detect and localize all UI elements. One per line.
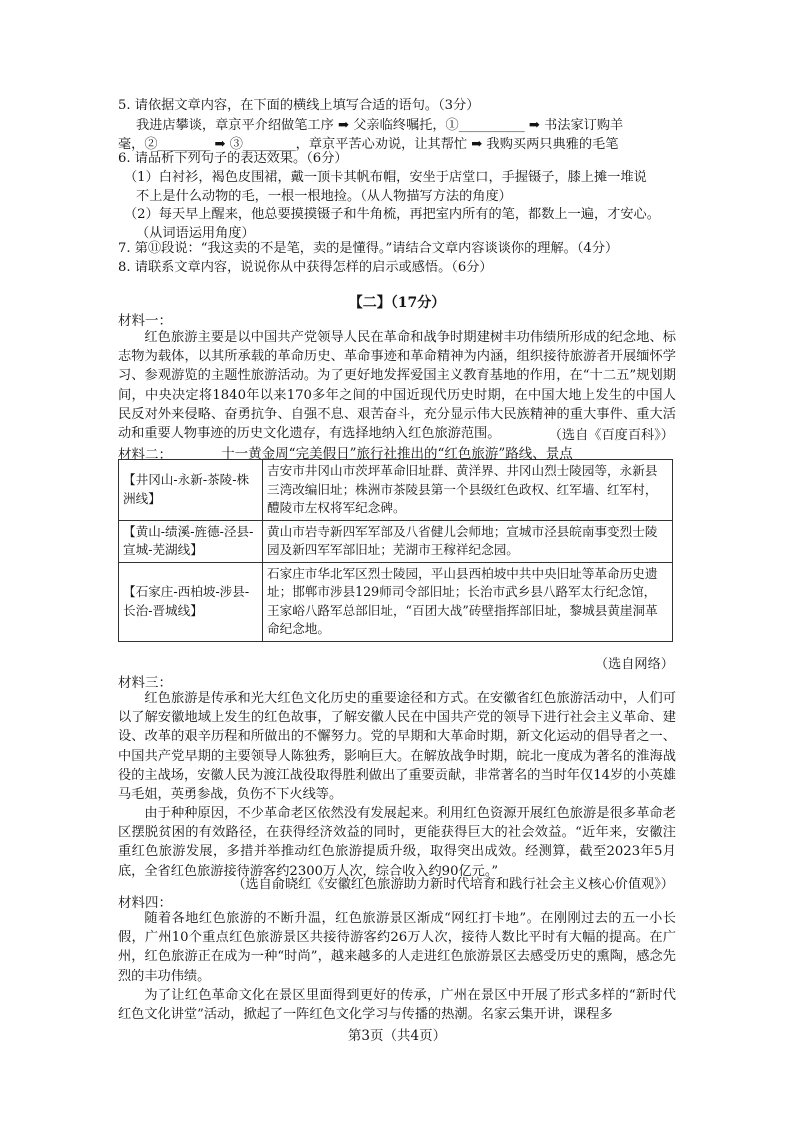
question-5-chain-line2: 毫，②________ ➡ ③________，章京平苦心劝说，让其帮忙 ➡ 我购买两只典雅的毛笔 [118, 137, 619, 152]
routes-table [118, 459, 673, 642]
material4-paragraph2: 为了让红色革命文化在景区里面得到更好的传承，广州在景区中开展了形式多样的“新时代红色文化讲堂”活动，掀起了一阵红色文化学习与传播的热潮。名家云集开讲，课程多 [118, 988, 676, 1023]
material2-source: （选自网络） [594, 657, 674, 672]
table-row [119, 562, 673, 641]
material1-label: 材料一： [118, 313, 172, 329]
question-6-sentence1-line2: 不上是什么动物的毛，一根一根地捡。（从人物描写方法的角度） [136, 189, 512, 204]
question-6-sentence2-line1: （2）每天早上醒来，他总要摸摸镊子和牛角梳，再把室内所有的笔，都数上一遍，才安心。 [124, 207, 660, 222]
question-7: 7. 第⑪段说：“我这卖的不是笔，卖的是懂得。”请结合文章内容谈谈你的理解。（4分） [118, 241, 619, 256]
question-6-sentence1-line1: （1）白衬衫，褐色皮围裙，戴一顶卡其帆布帽，安坐于店堂口，手握镊子，膝上摊一堆说 [124, 170, 647, 185]
material3-paragraph1: 红色旅游是传承和光大红色文化历史的重要途径和方式。在安徽省红色旅游活动中，人们可以了解安徽地域上发生的红色故事，了解安徽人民在中国共产党的领导下进行社会主义革命、建设、改革的艰辛历程和所做出的不懈努力。党的早期和大革命时期，新文化运动的倡导者之一、中国共产党早期的主要领导人陈独秀，影响巨大。在解放战争时期，皖北一度成为著名的淮海战役的主战场，安徽人民为渡江战役取得胜利做出了重要贡献，非常著名的当时年仅14岁的小英雄马毛姐，英勇参战，负伤不下火线等。 [118, 691, 676, 803]
material1-text: 红色旅游主要是以中国共产党领导人民在革命和战争时期建树丰功伟绩所形成的纪念地、标志物为载体，以其所承载的革命历史、革命事迹和革命精神为内涵，组织接待旅游者开展缅怀学习、参观游览的主题性旅游活动。为了更好地发挥爱国主义教育基地的作用，在“十二五”规划期间，中央决定将1840年以来170多年之间的中国近现代历史时期，在中国大地上发生的中国人民反对外来侵略、奋勇抗争、自强不息、艰苦奋斗，充分显示伟大民族精神的重大事件、重大活动和重要人物事迹的历史文化遗存，有选择地纳入红色旅游范围。 [118, 330, 676, 442]
table-row [119, 460, 673, 521]
question-5: 5. 请依据文章内容，在下面的横线上填写合适的语句。（3分） [118, 98, 480, 113]
material1-source: （选自《百度百科》） [548, 428, 674, 443]
material3-source: （选自俞晓红《安徽红色旅游助力新时代培育和践行社会主义核心价值观》） [232, 877, 674, 892]
route-name: 【石家庄-西柏坡-涉县-长治-晋城线】 [119, 562, 263, 641]
material2-caption: 十一黄金周“完美假日”旅行社推出的“红色旅游”路线、景点 [221, 446, 573, 462]
page-footer: 第3页（共4页） [347, 1028, 447, 1044]
route-name: 【井冈山-永新-茶陵-株洲线】 [119, 460, 263, 521]
route-sites: 吉安市井冈山市茨坪革命旧址群、黄洋界、井冈山烈士陵园等，永新县三湾改编旧址；株洲市茶陵县第一个县级红色政权、红军墙、红军村，醴陵市左权将军纪念碑。 [263, 460, 673, 521]
question-6-sentence2-line2: （从词语运用角度） [136, 226, 255, 241]
material2-label: 材料二： [118, 447, 172, 463]
material4-paragraph1: 随着各地红色旅游的不断升温，红色旅游景区渐成“网红打卡地”。在刚刚过去的五一小长假，广州10个重点红色旅游景区共接待游客约26万人次，接待人数比平时有大幅的提高。在广州，红色旅游正在成为一种“时尚”，越来越多的人走进红色旅游景区去感受历史的熏陶，感念先烈的丰功伟绩。 [118, 911, 676, 984]
question-6: 6. 请品析下列句子的表达效果。（6分） [118, 151, 348, 166]
table-row [119, 520, 673, 562]
material3-paragraph2: 由于种种原因，不少革命老区依然没有发展起来。利用红色资源开展红色旅游是很多革命老区摆脱贫困的有效路径，在获得经济效益的同时，更能获得巨大的社会效益。“近年来，安徽注重红色旅游发展，多措并举推动红色旅游提质升级，取得突出成效。经测算，截至2023年5月底，全省红色旅游接待游客约2300万人次，综合收入约90亿元。” [118, 806, 676, 879]
material4-label: 材料四： [118, 895, 172, 911]
route-name: 【黄山-绩溪-旌德-泾县-宣城-芜湖线】 [119, 520, 263, 562]
route-sites: 石家庄市华北军区烈士陵园，平山县西柏坡中共中央旧址等革命历史遗址；邯郸市涉县129师司令部旧址；长治市武乡县八路军太行纪念馆，王家峪八路军总部旧址，“百团大战”砖壁指挥部旧址，黎城县黄崖洞革命纪念地。 [263, 562, 673, 641]
route-sites: 黄山市岩寺新四军军部及八省健儿会师地；宣城市泾县皖南事变烈士陵园及新四军军部旧址；芜湖市王稼祥纪念园。 [263, 520, 673, 562]
question-5-chain-line1: 我进店攀谈，章京平介绍做笔工序 ➡ 父亲临终嘱托，①__________ ➡ 书法家订购羊 [136, 118, 624, 133]
material3-label: 材料三： [118, 675, 172, 691]
question-8: 8. 请联系文章内容，说说你从中获得怎样的启示或感悟。（6分） [118, 260, 493, 275]
section-title: 【二】（17分） [348, 295, 446, 311]
